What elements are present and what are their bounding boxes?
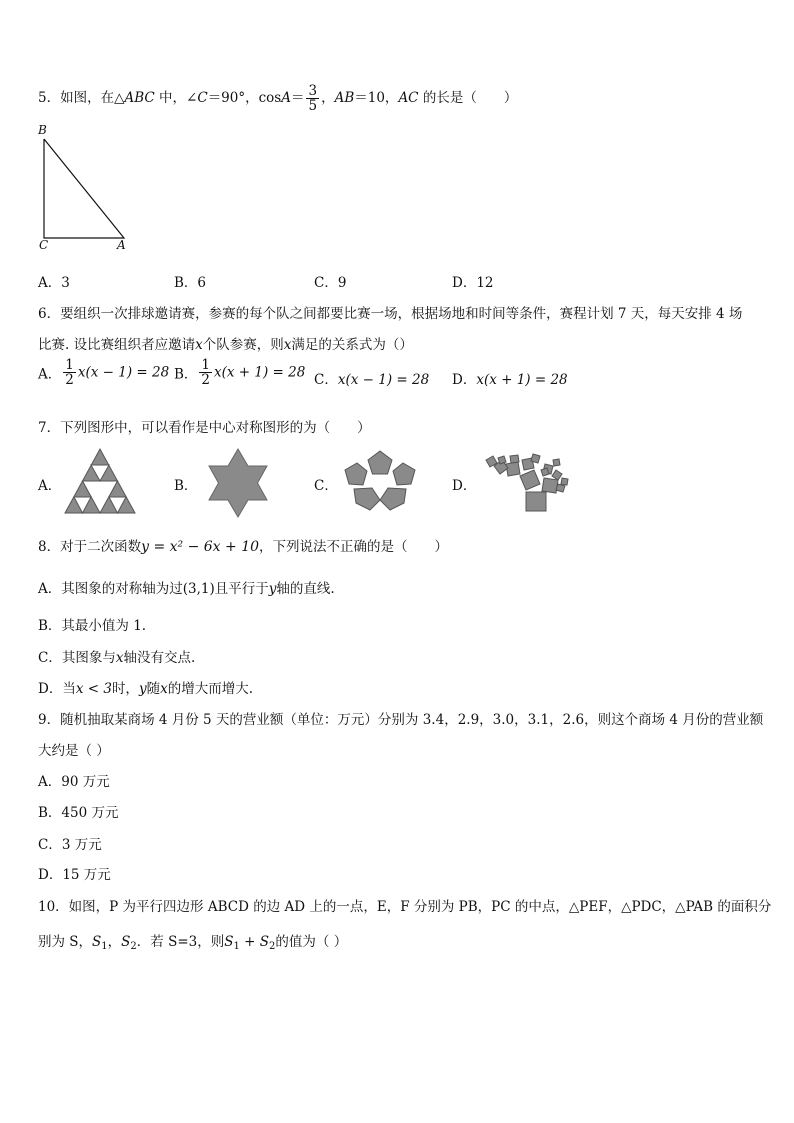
q9-option-c[interactable]: C．3 万元 <box>38 837 102 853</box>
label-a: A <box>117 238 126 252</box>
label-b: B <box>38 123 47 137</box>
fraction-3-5: $\frac{3}{5}$ <box>308 83 318 115</box>
q5-option-c[interactable]: C．9 <box>314 275 347 291</box>
q6-line2: 比赛. 设比赛组织者应邀请x个队参赛，则x满足的关系式为（） <box>38 337 413 353</box>
q8-option-c[interactable]: C．其图象与x轴没有交点. <box>38 650 196 666</box>
q6-line1: 6．要组织一次排球邀请赛，参赛的每个队之间都要比赛一场，根据场地和时间等条件，赛程计划 7 天，每天安排 4 场 <box>38 306 743 322</box>
quadratic-function: y = x² − 6x + 10 <box>141 539 260 555</box>
q5-option-a[interactable]: A．3 <box>38 275 70 291</box>
q7-stem: 7．下列图形中，可以看作是中心对称图形的为（ ） <box>38 420 371 436</box>
q7-option-b-label[interactable]: B． <box>174 478 198 494</box>
q7-option-a-label[interactable]: A． <box>38 478 62 494</box>
q9-option-b[interactable]: B．450 万元 <box>38 805 119 821</box>
q5-option-b[interactable]: B．6 <box>174 275 207 291</box>
q10-line2: 别为 S，$S_1$，$S_2$．若 S=3，则$S_1 + S_2$的值为（ ） <box>38 934 348 952</box>
q6-option-b[interactable]: B． $\frac{1}{2}$ x(x + 1) = 28 <box>174 357 306 389</box>
q9-line2: 大约是（ ） <box>38 743 110 759</box>
q9-option-d[interactable]: D．15 万元 <box>38 867 111 883</box>
q7-option-d-label[interactable]: D． <box>452 478 477 494</box>
q6-option-d[interactable]: D．x(x + 1) = 28 <box>452 372 568 388</box>
q6-option-a[interactable]: A． $\frac{1}{2}$ x(x − 1) = 28 <box>38 357 170 389</box>
q7-option-c-label[interactable]: C． <box>314 478 338 494</box>
label-c: C <box>39 238 49 252</box>
q8-option-a[interactable]: A．其图象的对称轴为过(3,1)且平行于y轴的直线. <box>38 581 335 597</box>
var-abc: ABC <box>124 90 155 107</box>
q8-option-b[interactable]: B．其最小值为 1. <box>38 618 147 634</box>
q10-line1: 10．如图，P 为平行四边形 ABCD 的边 AD 上的一点，E，F 分别为 PB，PC 的中点，△PEF，△PDC，△PAB 的面积分 <box>38 899 772 915</box>
q9-line1: 9．随机抽取某商场 4 月份 5 天的营业额（单位：万元）分别为 3.4，2.9，3.0，3.1，2.6，则这个商场 4 月份的营业额 <box>38 712 764 728</box>
q8-stem: 8．对于二次函数y = x² − 6x + 10，下列说法不正确的是（ ） <box>38 539 449 555</box>
q5-option-d[interactable]: D．12 <box>452 275 494 291</box>
q6-option-c[interactable]: C．x(x − 1) = 28 <box>314 372 430 388</box>
q9-option-a[interactable]: A．90 万元 <box>38 774 110 790</box>
q8-option-d[interactable]: D．当x < 3时，y随x的增大而增大. <box>38 681 253 697</box>
q5-stem: 5．如图，在△ABC 中，∠C＝90°，cosA＝ $\frac{3}{5}$ ，AB＝10，AC 的长是（ ） <box>38 83 518 115</box>
